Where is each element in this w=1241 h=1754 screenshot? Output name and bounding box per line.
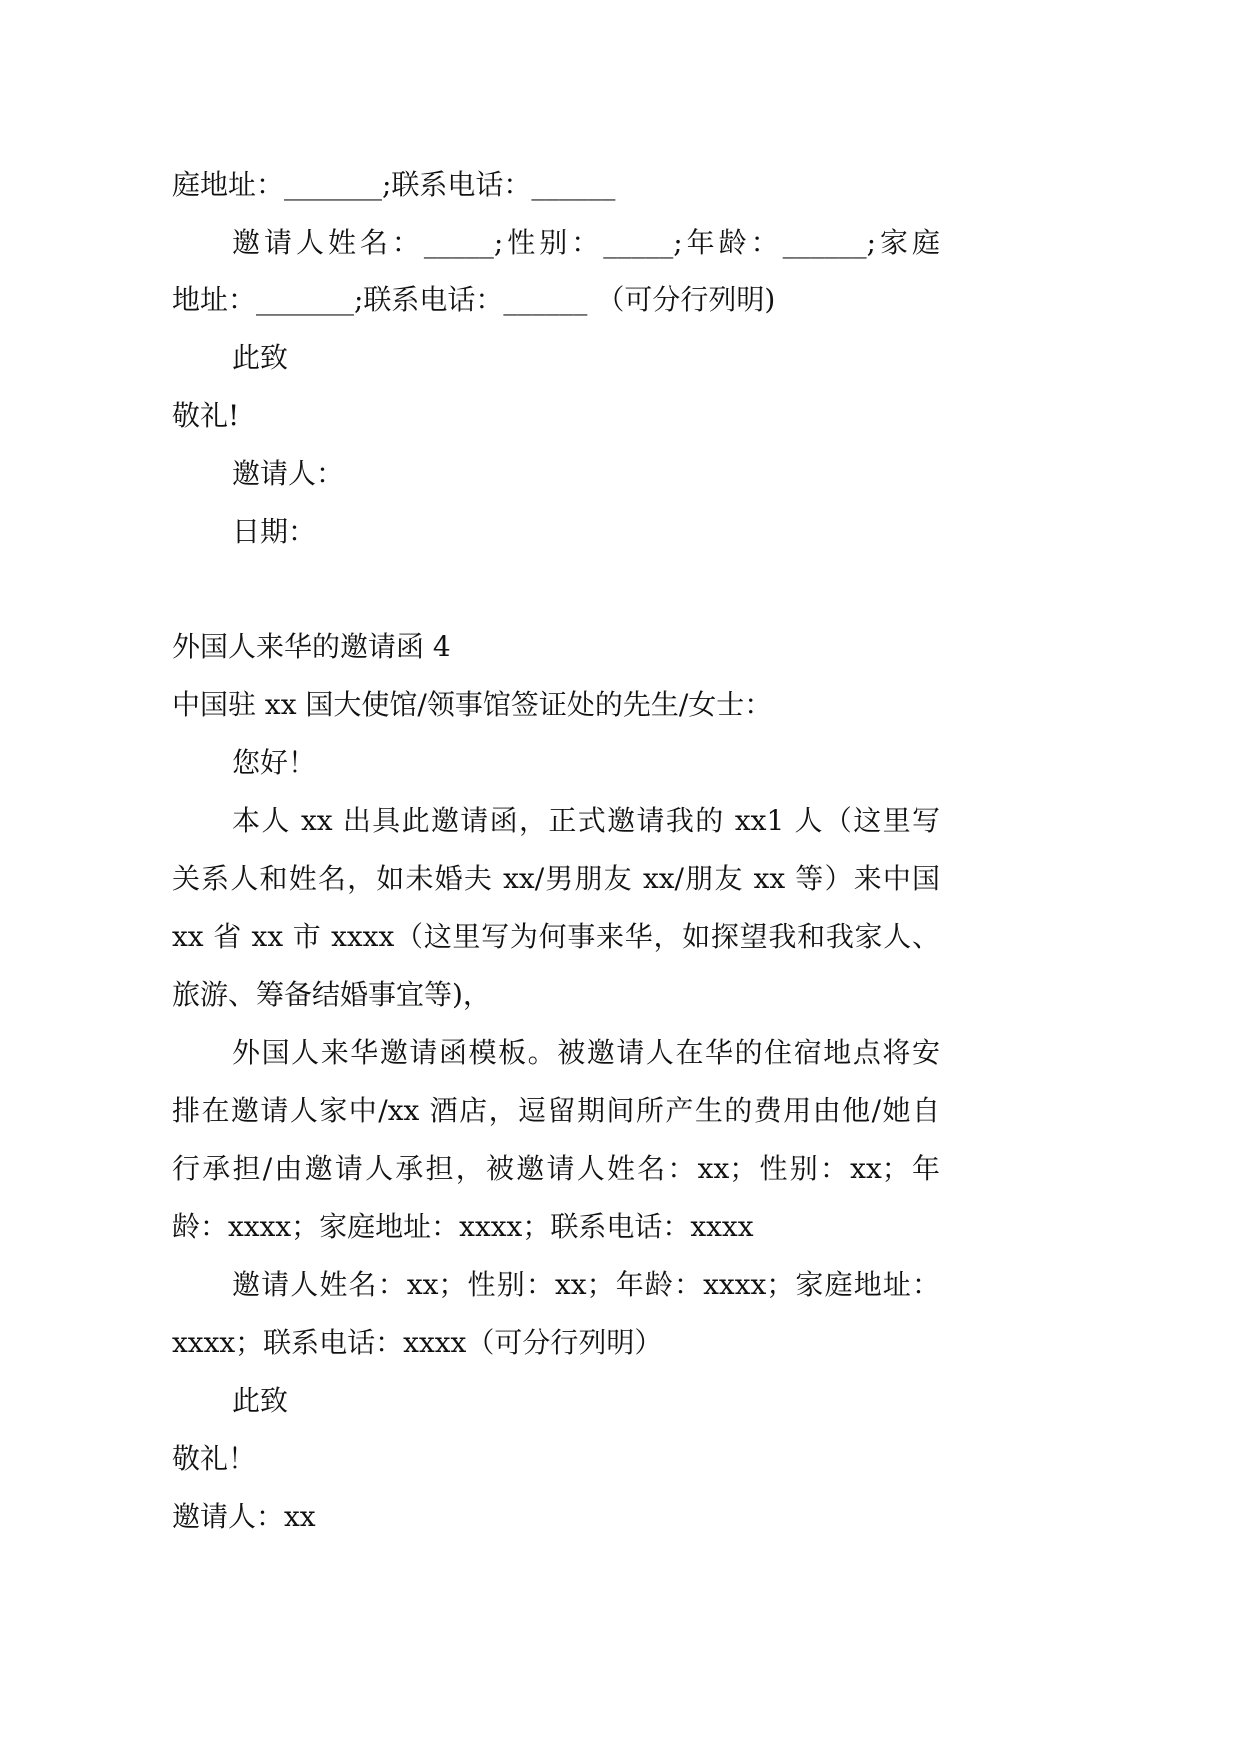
closing-regards: 敬礼！ bbox=[172, 1442, 257, 1475]
text-line-inviter-info: 邀请人姓名：_____;性别：_____;年龄：______;家庭 bbox=[232, 226, 940, 259]
letter-greeting: 您好！ bbox=[232, 746, 317, 779]
paragraph-line: 排在邀请人家中/xx 酒店，逗留期间所产生的费用由他/她自 bbox=[172, 1094, 940, 1127]
paragraph-line: 关系人和姓名，如未婚夫 xx/男朋友 xx/朋友 xx 等）来中国 bbox=[172, 862, 940, 895]
paragraph-line: 本人 xx 出具此邀请函，正式邀请我的 xx1 人（这里写 bbox=[232, 804, 940, 837]
paragraph-line: 行承担/由邀请人承担，被邀请人姓名：xx；性别：xx；年 bbox=[172, 1152, 940, 1185]
text-line-address-contact: xxxx；联系电话：xxxx（可分行列明） bbox=[172, 1326, 663, 1359]
paragraph-line: 龄：xxxx；家庭地址：xxxx；联系电话：xxxx bbox=[172, 1210, 754, 1243]
closing-salutation: 此致 bbox=[232, 341, 289, 374]
text-line-address-contact: 地址：_______;联系电话：______ （可分行列明) bbox=[172, 283, 776, 316]
text-line-address-contact: 庭地址：_______;联系电话：______ bbox=[172, 168, 616, 201]
paragraph-line: 外国人来华邀请函模板。被邀请人在华的住宿地点将安 bbox=[232, 1036, 940, 1069]
letter-addressee: 中国驻 xx 国大使馆/领事馆签证处的先生/女士： bbox=[172, 688, 773, 721]
paragraph-line: 旅游、筹备结婚事宜等)， bbox=[172, 978, 491, 1011]
section-title: 外国人来华的邀请函 4 bbox=[172, 630, 451, 663]
signature-date: 日期： bbox=[232, 515, 317, 548]
signature-inviter: 邀请人： bbox=[232, 457, 345, 490]
text-line-inviter-info: 邀请人姓名：xx；性别：xx；年龄：xxxx；家庭地址： bbox=[232, 1268, 940, 1301]
closing-regards: 敬礼! bbox=[172, 399, 240, 432]
paragraph-line: xx 省 xx 市 xxxx（这里写为何事来华，如探望我和我家人、 bbox=[172, 920, 940, 953]
signature-inviter: 邀请人：xx bbox=[172, 1500, 316, 1533]
closing-salutation: 此致 bbox=[232, 1384, 289, 1417]
